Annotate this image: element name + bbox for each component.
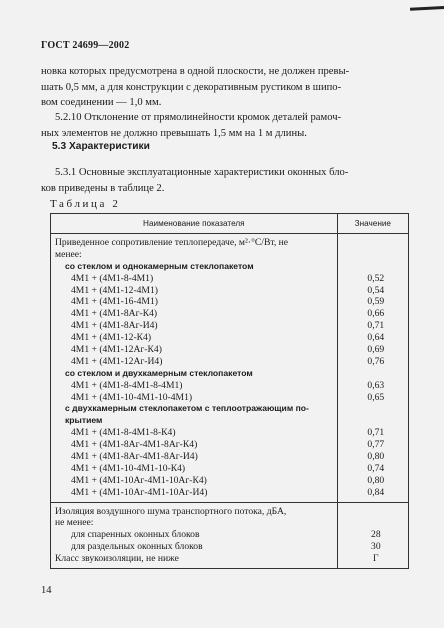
table-row-label: 4М1 + (4М1-12Аг-К4) [71,344,162,356]
characteristics-table [50,213,409,569]
table-row-value: 0,54 [367,284,385,296]
names-column [51,234,337,502]
table-row-label: 4М1 + (4М1-8Аг-К4) [71,308,158,320]
text-line: 5.3.1 Основные эксплуатационные характеристики оконных бло- [55,167,349,178]
table-row-value: 0,59 [367,296,385,308]
table-row-value [338,261,408,273]
table-caption: Таблица 2 [50,198,121,210]
table-subheading: со стеклом и двухкамерным стеклопакетом [65,367,253,378]
table-row-label: 4М1 + (4М1-8Аг-И4) [71,320,158,332]
table-row-value: 0,74 [367,462,385,474]
table-subheading: крытием [65,415,103,426]
table-row-value [338,249,408,261]
values-column [338,503,408,568]
table-row-value [338,517,408,529]
table-row-label: 4М1 + (4М1-12-К4) [71,332,152,344]
table-row-value: 0,84 [367,486,385,498]
table-row-label: 4М1 + (4М1-12-4М1) [71,284,158,296]
table-row-label: 4М1 + (4М1-16-4М1) [71,296,158,308]
names-column [51,503,337,568]
table-row-value: 0,71 [367,320,385,332]
table-row-value: 0,69 [367,344,385,356]
table-row-label: 4М1 + (4М1-12Аг-И4) [71,355,163,367]
table-row-label: 4М1 + (4М1-10Аг-4М1-10Аг-И4) [71,486,208,498]
table-row-label: 4М1 + (4М1-10Аг-4М1-10Аг-К4) [71,474,207,486]
table-row-value: 0,65 [367,391,385,403]
table-row-value: 28 [371,529,381,541]
table-subheading: с двухкамерным стеклопакетом с теплоотражающим по- [65,403,309,414]
table-row-label: 4М1 + (4М1-10-4М1-10-4М1) [71,391,193,403]
table-row-label: Класс звукоизоляции, не ниже [55,553,179,565]
table-row-label: для раздельных оконных блоков [71,541,203,553]
text-line: вом соединении — 1,0 мм. [41,97,162,108]
table-row-value: 0,66 [367,308,385,320]
table-row-value: 0,63 [367,379,385,391]
text-line: ков приведены в таблице 2. [41,182,165,194]
table-row-value: 0,71 [367,427,385,439]
table-row-value: 0,80 [367,451,385,463]
text-line: новка которых предусмотрена в одной плоскости, не должен превы- [41,66,350,77]
table-subheading: со стеклом и однокамерным стеклопакетом [65,260,254,271]
table-row-label: менее: [55,248,82,260]
paragraph-5-3-1 [41,165,410,196]
table-header-row [51,214,409,234]
table-row-label: для спаренных оконных блоков [71,529,200,541]
text-line: 5.2.10 Отклонение от прямолинейности кромок деталей рамоч- [55,112,342,123]
table-row-label: 4М1 + (4М1-10-4М1-10-К4) [71,462,186,474]
column-header-name: Наименование показателя [51,214,338,234]
table-row-value [338,415,408,427]
table-row-label: Приведенное сопротивление теплопередаче, м²·°С/Вт, не [55,237,289,248]
table-row-value: 0,52 [367,272,385,284]
table-row-value: 0,64 [367,332,385,344]
table-row-value [338,237,408,249]
section-title: 5.3 Характеристики [52,141,150,152]
paragraph-5-2-10 [41,110,410,141]
table-row-label: Изоляция воздушного шума транспортного потока, дБА, [55,505,287,517]
table-row-label: не менее: [55,517,94,529]
table-row-label: 4М1 + (4М1-8Аг-4М1-8Аг-К4) [71,439,198,451]
table-row-value [338,368,408,380]
table-row-label: 4М1 + (4М1-8-4М1) [71,272,154,284]
table-section-thermal [51,234,409,503]
values-column [338,234,408,502]
table-row-value: 30 [371,541,381,553]
table-row-value: 0,76 [367,355,385,367]
text-line: ных элементов не должно превышать 1,5 мм на 1 м длины. [41,127,307,139]
text-line: шать 0,5 мм, а для конструкции с декоративным рустиком в шипо- [41,81,342,93]
standard-header: ГОСТ 24699—2002 [41,40,130,51]
table-row-value [338,403,408,415]
page-number: 14 [41,585,52,596]
table-row-value: Г [373,553,379,565]
table-row-label: 4М1 + (4М1-8-4М1-8-4М1) [71,379,183,391]
intro-paragraph [41,64,410,111]
table-row-label: 4М1 + (4М1-8Аг-4М1-8Аг-И4) [71,451,198,463]
column-header-value: Значение [337,214,408,234]
table-row-value [338,506,408,518]
table-row-value: 0,80 [367,474,385,486]
table-row-label: 4М1 + (4М1-8-4М1-8-К4) [71,427,176,439]
table-row-value: 0,77 [367,439,385,451]
table-section-acoustic [51,502,409,568]
corner-mark [410,6,444,11]
